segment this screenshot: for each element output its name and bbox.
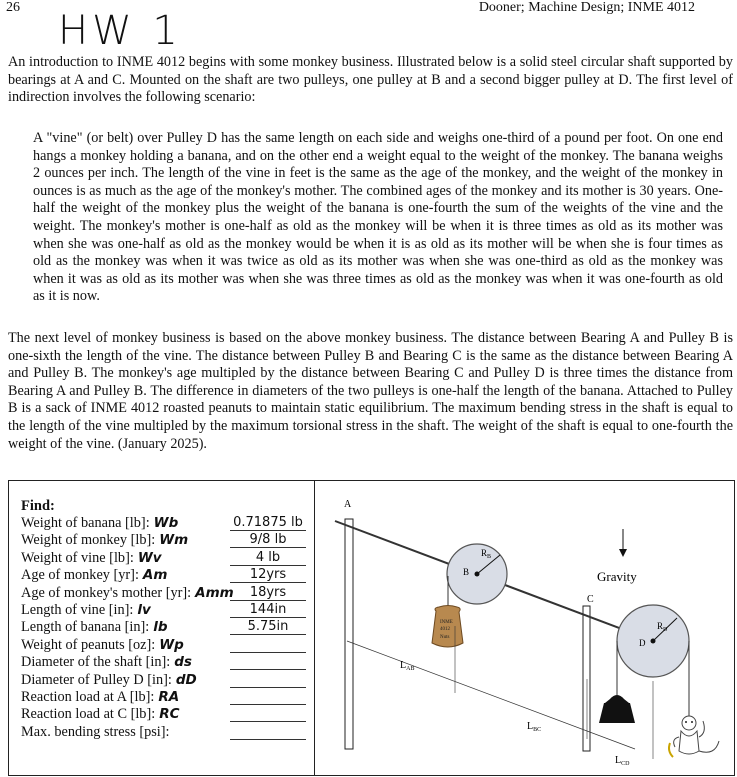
find-item <box>21 532 306 549</box>
find-symbol: Wb <box>153 515 179 531</box>
shaft-figure <box>314 480 735 776</box>
find-label: Length of vine [in]: <box>21 601 134 618</box>
find-label: Age of monkey's mother [yr]: <box>21 584 192 601</box>
find-item <box>21 567 306 584</box>
find-label: Weight of monkey [lb]: <box>21 532 156 549</box>
find-item <box>21 515 306 532</box>
label-c: C <box>587 594 594 605</box>
find-item <box>21 637 306 654</box>
find-symbol: Wm <box>159 532 189 549</box>
find-item <box>21 602 306 619</box>
find-label: Reaction load at A [lb]: <box>21 688 155 705</box>
label-rd: $R_D$ <box>657 621 668 633</box>
bearing-c-support <box>583 606 590 751</box>
find-symbol: RC <box>159 706 180 723</box>
find-symbol: lv <box>137 601 151 618</box>
find-item <box>21 672 306 689</box>
find-title: Find: <box>21 498 55 514</box>
find-answer[interactable]: 18yrs <box>230 585 306 601</box>
label-a: A <box>344 499 352 510</box>
find-answer[interactable] <box>230 724 306 740</box>
find-symbol: Am <box>142 567 168 584</box>
find-answer[interactable]: 12yrs <box>230 567 306 583</box>
shaft-diagram <box>315 481 735 776</box>
scenario-paragraph: A "vine" (or belt) over Pulley D has the same length on each side and weighs one-third of a pound per foot. On one end hangs a monkey holding a banana, and on the other end a weight equal to the weight of the monkey. The banana weighs 2 ounces per inch. The length of the vine in feet is the same as the age of the monkey, and the weight of the monkey in ounces is as much as the age of the monkey's mother. The combined ages of the monkey and its mother is 30 years. One-half the weight of the monkey plus the weight of the banana is one-fourth the sum of the weights of the vine and the weight. The monkey's mother is one-half as old as the monkey will be when it is three times as old as its mother was when she was one-half as old as the monkey would be when it is as old as its mother will be when she is four times as old as the monkey was when it was twice as old as its mother was when she was one-third as old as the monkey was when it was as old as its mother was when she was three times as old as the monkey was when it was one-fourth as old as it is now. <box>33 130 723 305</box>
find-answer[interactable] <box>230 637 306 653</box>
find-label: Diameter of the shaft [in]: <box>21 654 171 671</box>
gravity-label: Gravity <box>597 569 637 584</box>
find-item <box>21 689 306 706</box>
find-answer[interactable]: 4 lb <box>230 550 306 566</box>
monkey-icon <box>669 716 719 757</box>
find-item <box>21 724 306 741</box>
find-answer[interactable] <box>230 689 306 705</box>
find-symbol: Wp <box>159 636 184 653</box>
sack-text: INME <box>440 620 453 625</box>
label-d: D <box>639 638 646 648</box>
weight-block <box>599 703 635 723</box>
find-symbol: ds <box>174 654 192 671</box>
find-label: Age of monkey [yr]: <box>21 567 139 584</box>
next-level-paragraph: The next level of monkey business is based on the above monkey business. The distance between Bearing A and Pulley B is one-sixth the length of the vine. The distance between Pulley B and Bearing C is the same as the distance between Bearing A and Pulley B. The monkey's age multipled by the distance between Bearing C and Pulley D is three times the distance from Bearing A and Pulley B. The difference in diameters of the two pulleys is one-half the length of the banana. Attached to Pulley B is a sack of INME 4012 roasted peanuts to maintain static equilibrium. The maximum bending stress in the shaft is equal to the length of the vine multipled by the maximum torsional stress in the shaft. The weight of the shaft is equal to one-fourth the weight of the vine. (January 2025). <box>8 330 733 452</box>
weight-handle <box>605 695 629 703</box>
find-list <box>21 515 306 741</box>
find-answer[interactable] <box>230 706 306 722</box>
find-answer[interactable]: 5.75in <box>230 619 306 635</box>
label-lcd: $L_{CD}$ <box>615 755 630 767</box>
find-label: Weight of peanuts [oz]: <box>21 636 156 653</box>
label-b: B <box>463 567 470 577</box>
running-header: Dooner; Machine Design; INME 4012 <box>478 0 695 15</box>
handwritten-title: HW 1 <box>58 8 182 54</box>
intro-paragraph: An introduction to INME 4012 begins with some monkey business. Illustrated below is a solid steel circular shaft supported by bearings at A and C. Mounted on the shaft are two pulleys, one pulley at B and a second bigger pulley at D. The first level of indirection involves the following scenario: <box>8 54 733 106</box>
bearing-a-support <box>345 519 353 749</box>
label-rb: $R_B$ <box>481 548 492 560</box>
find-box <box>8 480 314 776</box>
find-answer[interactable] <box>230 672 306 688</box>
sack-text: 4012 <box>440 627 450 632</box>
find-item <box>21 619 306 636</box>
dimension-line <box>347 641 635 749</box>
find-label: Diameter of Pulley D [in]: <box>21 671 172 688</box>
find-label: Length of banana [in]: <box>21 619 150 636</box>
sack-text: Nuts <box>440 635 450 640</box>
find-answer[interactable]: 144in <box>230 602 306 618</box>
find-symbol: RA <box>158 688 180 705</box>
find-label: Weight of banana [lb]: <box>21 515 150 531</box>
find-item <box>21 550 306 567</box>
find-symbol: Amm <box>195 584 234 601</box>
find-label: Max. bending stress [psi]: <box>21 723 170 740</box>
label-lab: $L_{AB}$ <box>400 660 415 672</box>
find-label: Weight of vine [lb]: <box>21 549 134 566</box>
find-answer[interactable]: 0.71875 lb <box>230 515 306 531</box>
find-symbol: lb <box>153 619 168 636</box>
find-answer[interactable]: 9/8 lb <box>230 532 306 548</box>
find-item <box>21 706 306 723</box>
find-answer[interactable] <box>230 654 306 670</box>
find-item <box>21 654 306 671</box>
find-item <box>21 585 306 602</box>
page-number: 26 <box>6 0 20 15</box>
label-lbc: $L_{BC}$ <box>527 721 542 733</box>
find-symbol: dD <box>175 671 197 688</box>
find-symbol: Wv <box>137 549 162 566</box>
find-label: Reaction load at C [lb]: <box>21 706 156 723</box>
